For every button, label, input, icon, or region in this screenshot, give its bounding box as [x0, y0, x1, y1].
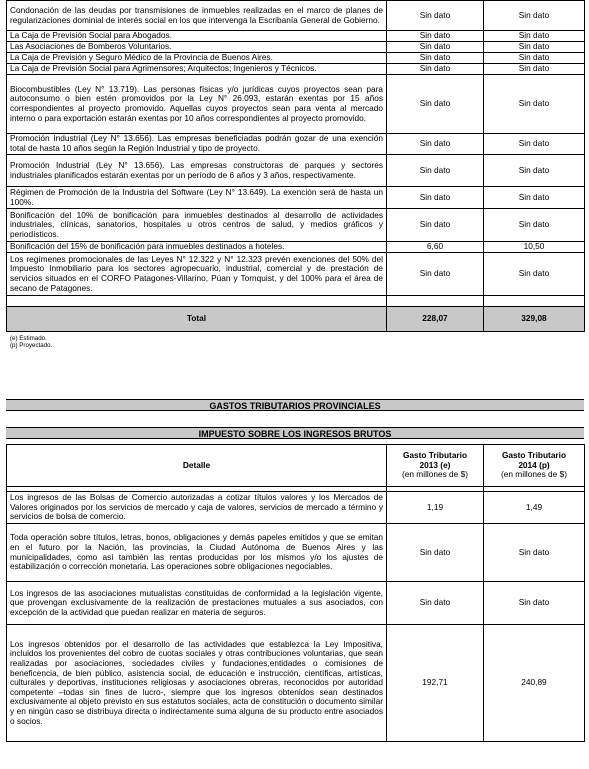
section-title: GASTOS TRIBUTARIOS PROVINCIALES — [6, 399, 584, 411]
total-value-2014: 329,08 — [484, 307, 585, 332]
row-value-2014: Sin dato — [484, 253, 585, 296]
table-row — [7, 31, 585, 42]
row-detail: La Caja de Previsión Social para Agrimensores; Arquitectos; Ingenieros y Técnicos. — [7, 64, 387, 75]
spacer-cell — [7, 296, 387, 307]
row-detail: Bonificación del 10% de bonificación para inmuebles destinados al desarrollo de actividades industriales, clínicas, sanatorios, hospitales u otros centros de salud, y medios gráficos y periodísticos. — [7, 209, 387, 242]
row-value-2014: Sin dato — [484, 1, 585, 31]
row-detail: Bonificación del 15% de bonificación para inmuebles destinados a hoteles. — [7, 242, 387, 253]
row-value-2013: Sin dato — [387, 64, 484, 75]
header-2013-line2: 2013 (e) — [419, 459, 451, 470]
table-row — [7, 64, 585, 75]
row-detail: Promoción Industrial (Ley N° 13.656). Las empresas constructoras de parques y sectores industriales planificados estarán exentas por un período de 6 años y 3 años, respectivamente. — [7, 155, 387, 187]
row-value-2013: Sin dato — [387, 209, 484, 242]
row-value-2014: 240,89 — [484, 625, 585, 742]
row-value-2013: Sin dato — [387, 253, 484, 296]
header-2014 — [484, 445, 585, 487]
table-row — [7, 53, 585, 64]
row-value-2013: Sin dato — [387, 31, 484, 42]
spacer-row — [7, 296, 585, 307]
row-detail: Toda operación sobre títulos, letras, bonos, obligaciones y demás papeles emitidos y que se emitan en el futuro por la Nación, las provincias, la Ciudad Autónoma de Buenos Aires y las municipalidades, como así también las rentas producidas por los mismos y/o los ajustes de estabilización o corrección monetaria. Las operaciones sobre obligaciones negociables. — [7, 524, 387, 582]
row-detail: Biocombustibles (Ley N° 13.719). Las personas físicas y/o jurídicas cuyos proyectos sean para autoconsumo o bien estén promovidos por la Ley N° 26.093, estarán exentas por 15 años correspondientes al proyecto promovido. Aquellas cuyos proyectos sean para venta al mercado interno o para exportación estarán exentas por 10 años correspondientes al proyecto promovido. — [7, 75, 387, 134]
table-row — [7, 1, 585, 31]
table-row — [7, 492, 585, 524]
footnote-projected: (p) Proyectado. — [10, 342, 53, 350]
row-value-2014: Sin dato — [484, 42, 585, 53]
row-value-2013: Sin dato — [387, 524, 484, 582]
row-detail: Promoción Industrial (Ley N° 13.656). Las empresas beneficiadas podrán gozar de una exención total de hasta 10 años según la Región Industrial y tipo de proyecto. — [7, 134, 387, 155]
row-value-2014: Sin dato — [484, 75, 585, 134]
table-row — [7, 242, 585, 253]
row-value-2013: Sin dato — [387, 187, 484, 209]
row-value-2014: Sin dato — [484, 524, 585, 582]
footnote-estimated: (e) Estimado. — [10, 335, 47, 342]
table-row — [7, 155, 585, 187]
header-2014-line1: Gasto Tributario — [501, 450, 567, 461]
header-2013-line3: (en millones de $) — [402, 469, 468, 480]
table-row — [7, 209, 585, 242]
row-value-2014: Sin dato — [484, 53, 585, 64]
table-row — [7, 187, 585, 209]
total-label: Total — [7, 307, 387, 332]
table-row — [7, 134, 585, 155]
table-row — [7, 582, 585, 625]
row-value-2014: Sin dato — [484, 187, 585, 209]
row-value-2013: Sin dato — [387, 1, 484, 31]
row-value-2013: Sin dato — [387, 42, 484, 53]
table-row — [7, 42, 585, 53]
row-value-2014: Sin dato — [484, 64, 585, 75]
row-value-2014: 1,49 — [484, 492, 585, 524]
benefits-table — [6, 0, 585, 332]
table-row — [7, 524, 585, 582]
row-value-2013: Sin dato — [387, 75, 484, 134]
table-row — [7, 75, 585, 134]
row-detail: Régimen de Promoción de la Industria del Software (Ley N° 13.649). La exención será de hasta un 100%. — [7, 187, 387, 209]
row-detail: La Caja de Previsión Social para Abogados. — [7, 31, 387, 42]
row-detail: Los regímenes promocionales de las Leyes N° 12.322 y N° 12.323 prevén exenciones del 50% del Impuesto Inmobiliario para los sectores agropecuario, industrial, comercial y de prestación de servicios situados en el CORFO Patagones-Villarino, Púan y Tornquist, y del 100% para el área de secano de Patagones. — [7, 253, 387, 296]
row-value-2014: Sin dato — [484, 582, 585, 625]
footnotes — [10, 335, 589, 350]
row-detail: Los ingresos de las asociaciones mutualistas constituidas de conformidad a la legislación vigente, que provengan exclusivamente de la realización de prestaciones mutuales a sus asociados, con excepción de la actividad que puedan realizar en materia de seguros. — [7, 582, 387, 625]
table2-title: IMPUESTO SOBRE LOS INGRESOS BRUTOS — [6, 427, 584, 439]
row-value-2013: 1,19 — [387, 492, 484, 524]
row-value-2014: Sin dato — [484, 155, 585, 187]
table-row — [7, 625, 585, 742]
row-value-2013: Sin dato — [387, 582, 484, 625]
header-2013-line1: Gasto Tributario — [402, 450, 468, 461]
row-value-2013: 6,60 — [387, 242, 484, 253]
header-2013 — [387, 445, 484, 487]
gross-income-table — [6, 444, 585, 742]
row-detail: Las Asociaciones de Bomberos Voluntarios. — [7, 42, 387, 53]
row-value-2013: Sin dato — [387, 155, 484, 187]
row-value-2014: Sin dato — [484, 209, 585, 242]
table-row — [7, 253, 585, 296]
row-value-2014: 10,50 — [484, 242, 585, 253]
row-detail: La Caja de Previsión y Seguro Médico de la Provincia de Buenos Aires. — [7, 53, 387, 64]
row-value-2013: Sin dato — [387, 134, 484, 155]
row-value-2013: Sin dato — [387, 53, 484, 64]
total-row — [7, 307, 585, 332]
header-detail: Detalle — [7, 445, 387, 487]
row-value-2014: Sin dato — [484, 31, 585, 42]
header-2014-line2: 2014 (p) — [518, 459, 550, 470]
row-detail: Los ingresos de las Bolsas de Comercio autorizadas a cotizar títulos valores y los Mercados de Valores originados por los servicios de mercado y caja de valores, servicios de mercado a término y servicios de bolsa de comercio. — [7, 492, 387, 524]
spacer-cell — [484, 296, 585, 307]
row-detail: Los ingresos obtenidos por el desarrollo de las actividades que establezca la Ley Impositiva, incluidos los provenientes del cobro de cuotas sociales y otras contribuciones voluntarias, que sean realizadas por asociaciones, sociedades civiles y fundaciones,entidades o comisiones de beneficencia, de bien público, asistencia social, de educación e instrucción, científicas, artísticas, culturales y deportivas, instituciones religiosas y asociaciones obreras, reconocidos por autoridad competente –todas sin fines de lucro-, siempre que los ingresos obtenidos sean destinados exclusivamente al objeto previsto en sus estatutos sociales, acta de constitución o documento similar y en ningún caso se distribuya directa o indirectamente suma alguna de su producto entre asociados o socios. — [7, 625, 387, 742]
row-value-2013: 192,71 — [387, 625, 484, 742]
row-value-2014: Sin dato — [484, 134, 585, 155]
header-2014-line3: (en millones de $) — [501, 469, 567, 480]
header-row — [7, 445, 585, 487]
spacer-cell — [387, 296, 484, 307]
total-value-2013: 228,07 — [387, 307, 484, 332]
row-detail: Condonación de las deudas por transmisiones de inmuebles realizadas en el marco de planes de regularizaciones dominial de interés social en los que intervenga la Escribanía General de Gobierno. — [7, 1, 387, 31]
